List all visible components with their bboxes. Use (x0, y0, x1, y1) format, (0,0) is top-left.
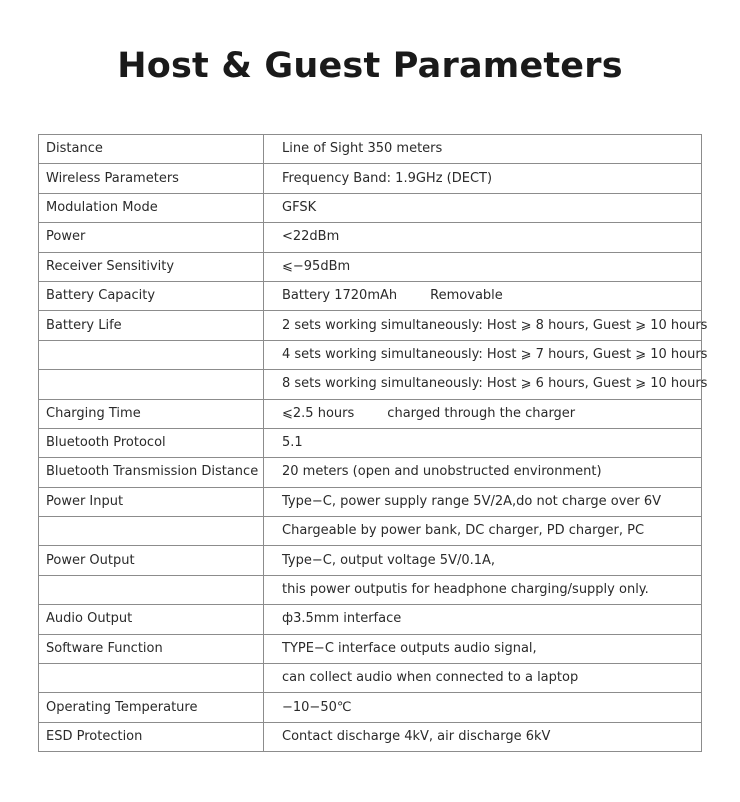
table-row (39, 428, 702, 457)
parameter-value-cell: 5.1 (264, 428, 702, 457)
table-row (39, 164, 702, 193)
parameter-value-cell: 2 sets working simultaneously: Host ⩾ 8 hours, Guest ⩾ 10 hours (264, 311, 702, 340)
parameter-value-cell: 20 meters (open and unobstructed environment) (264, 458, 702, 487)
parameter-name-cell: Battery Capacity (39, 281, 264, 310)
parameter-value-cell: Contact discharge 4kV, air discharge 6kV (264, 722, 702, 751)
parameter-name-cell (39, 340, 264, 369)
parameter-name-cell: Operating Temperature (39, 693, 264, 722)
parameter-name-cell: Audio Output (39, 605, 264, 634)
table-row (39, 135, 702, 164)
parameter-name-cell: Software Function (39, 634, 264, 663)
parameter-value-cell: this power outputis for headphone charging/supply only. (264, 575, 702, 604)
table-row (39, 399, 702, 428)
table-row (39, 634, 702, 663)
parameter-value-cell: Chargeable by power bank, DC charger, PD charger, PC (264, 517, 702, 546)
table-row (39, 311, 702, 340)
parameter-name-cell: Power Input (39, 487, 264, 516)
parameter-name-cell (39, 664, 264, 693)
table-row (39, 664, 702, 693)
table-row (39, 605, 702, 634)
parameter-name-cell: Battery Life (39, 311, 264, 340)
table-row (39, 193, 702, 222)
parameter-value-cell: ⩽2.5 hours charged through the charger (264, 399, 702, 428)
parameter-name-cell: Receiver Sensitivity (39, 252, 264, 281)
parameter-name-cell: Modulation Mode (39, 193, 264, 222)
table-row (39, 546, 702, 575)
table-row (39, 517, 702, 546)
parameter-value-cell: Type−C, power supply range 5V/2A,do not charge over 6V (264, 487, 702, 516)
table-row (39, 370, 702, 399)
parameter-name-cell (39, 370, 264, 399)
parameter-name-cell: Power Output (39, 546, 264, 575)
page-title: Host & Guest Parameters (117, 46, 623, 86)
parameter-value-cell: Line of Sight 350 meters (264, 135, 702, 164)
table-row (39, 487, 702, 516)
parameter-name-cell: ESD Protection (39, 722, 264, 751)
parameter-value-cell: ф3.5mm interface (264, 605, 702, 634)
parameter-value-cell: ⩽−95dBm (264, 252, 702, 281)
table-row (39, 252, 702, 281)
parameters-table (38, 134, 708, 752)
parameter-name-cell: Power (39, 223, 264, 252)
table-row (39, 281, 702, 310)
parameter-value-cell: Battery 1720mAh Removable (264, 281, 702, 310)
parameter-name-cell (39, 517, 264, 546)
parameter-value-cell: GFSK (264, 193, 702, 222)
parameters-table-body (39, 135, 708, 752)
table-row (39, 340, 702, 369)
parameter-name-cell: Bluetooth Transmission Distance (39, 458, 264, 487)
table-row (39, 575, 702, 604)
parameter-name-cell: Bluetooth Protocol (39, 428, 264, 457)
parameter-name-cell: Wireless Parameters (39, 164, 264, 193)
table-row (39, 458, 702, 487)
parameter-value-cell: <22dBm (264, 223, 702, 252)
parameter-value-cell: 8 sets working simultaneously: Host ⩾ 6 hours, Guest ⩾ 10 hours (264, 370, 702, 399)
parameter-value-cell: Frequency Band: 1.9GHz (DECT) (264, 164, 702, 193)
table-row (39, 722, 702, 751)
parameter-name-cell: Distance (39, 135, 264, 164)
parameter-name-cell (39, 575, 264, 604)
parameter-value-cell: −10−50℃ (264, 693, 702, 722)
parameter-value-cell: Type−C, output voltage 5V/0.1A, (264, 546, 702, 575)
table-row (39, 223, 702, 252)
parameter-value-cell: TYPE−C interface outputs audio signal, (264, 634, 702, 663)
parameter-value-cell: can collect audio when connected to a laptop (264, 664, 702, 693)
parameter-name-cell: Charging Time (39, 399, 264, 428)
table-row (39, 693, 702, 722)
parameter-value-cell: 4 sets working simultaneously: Host ⩾ 7 hours, Guest ⩾ 10 hours (264, 340, 702, 369)
